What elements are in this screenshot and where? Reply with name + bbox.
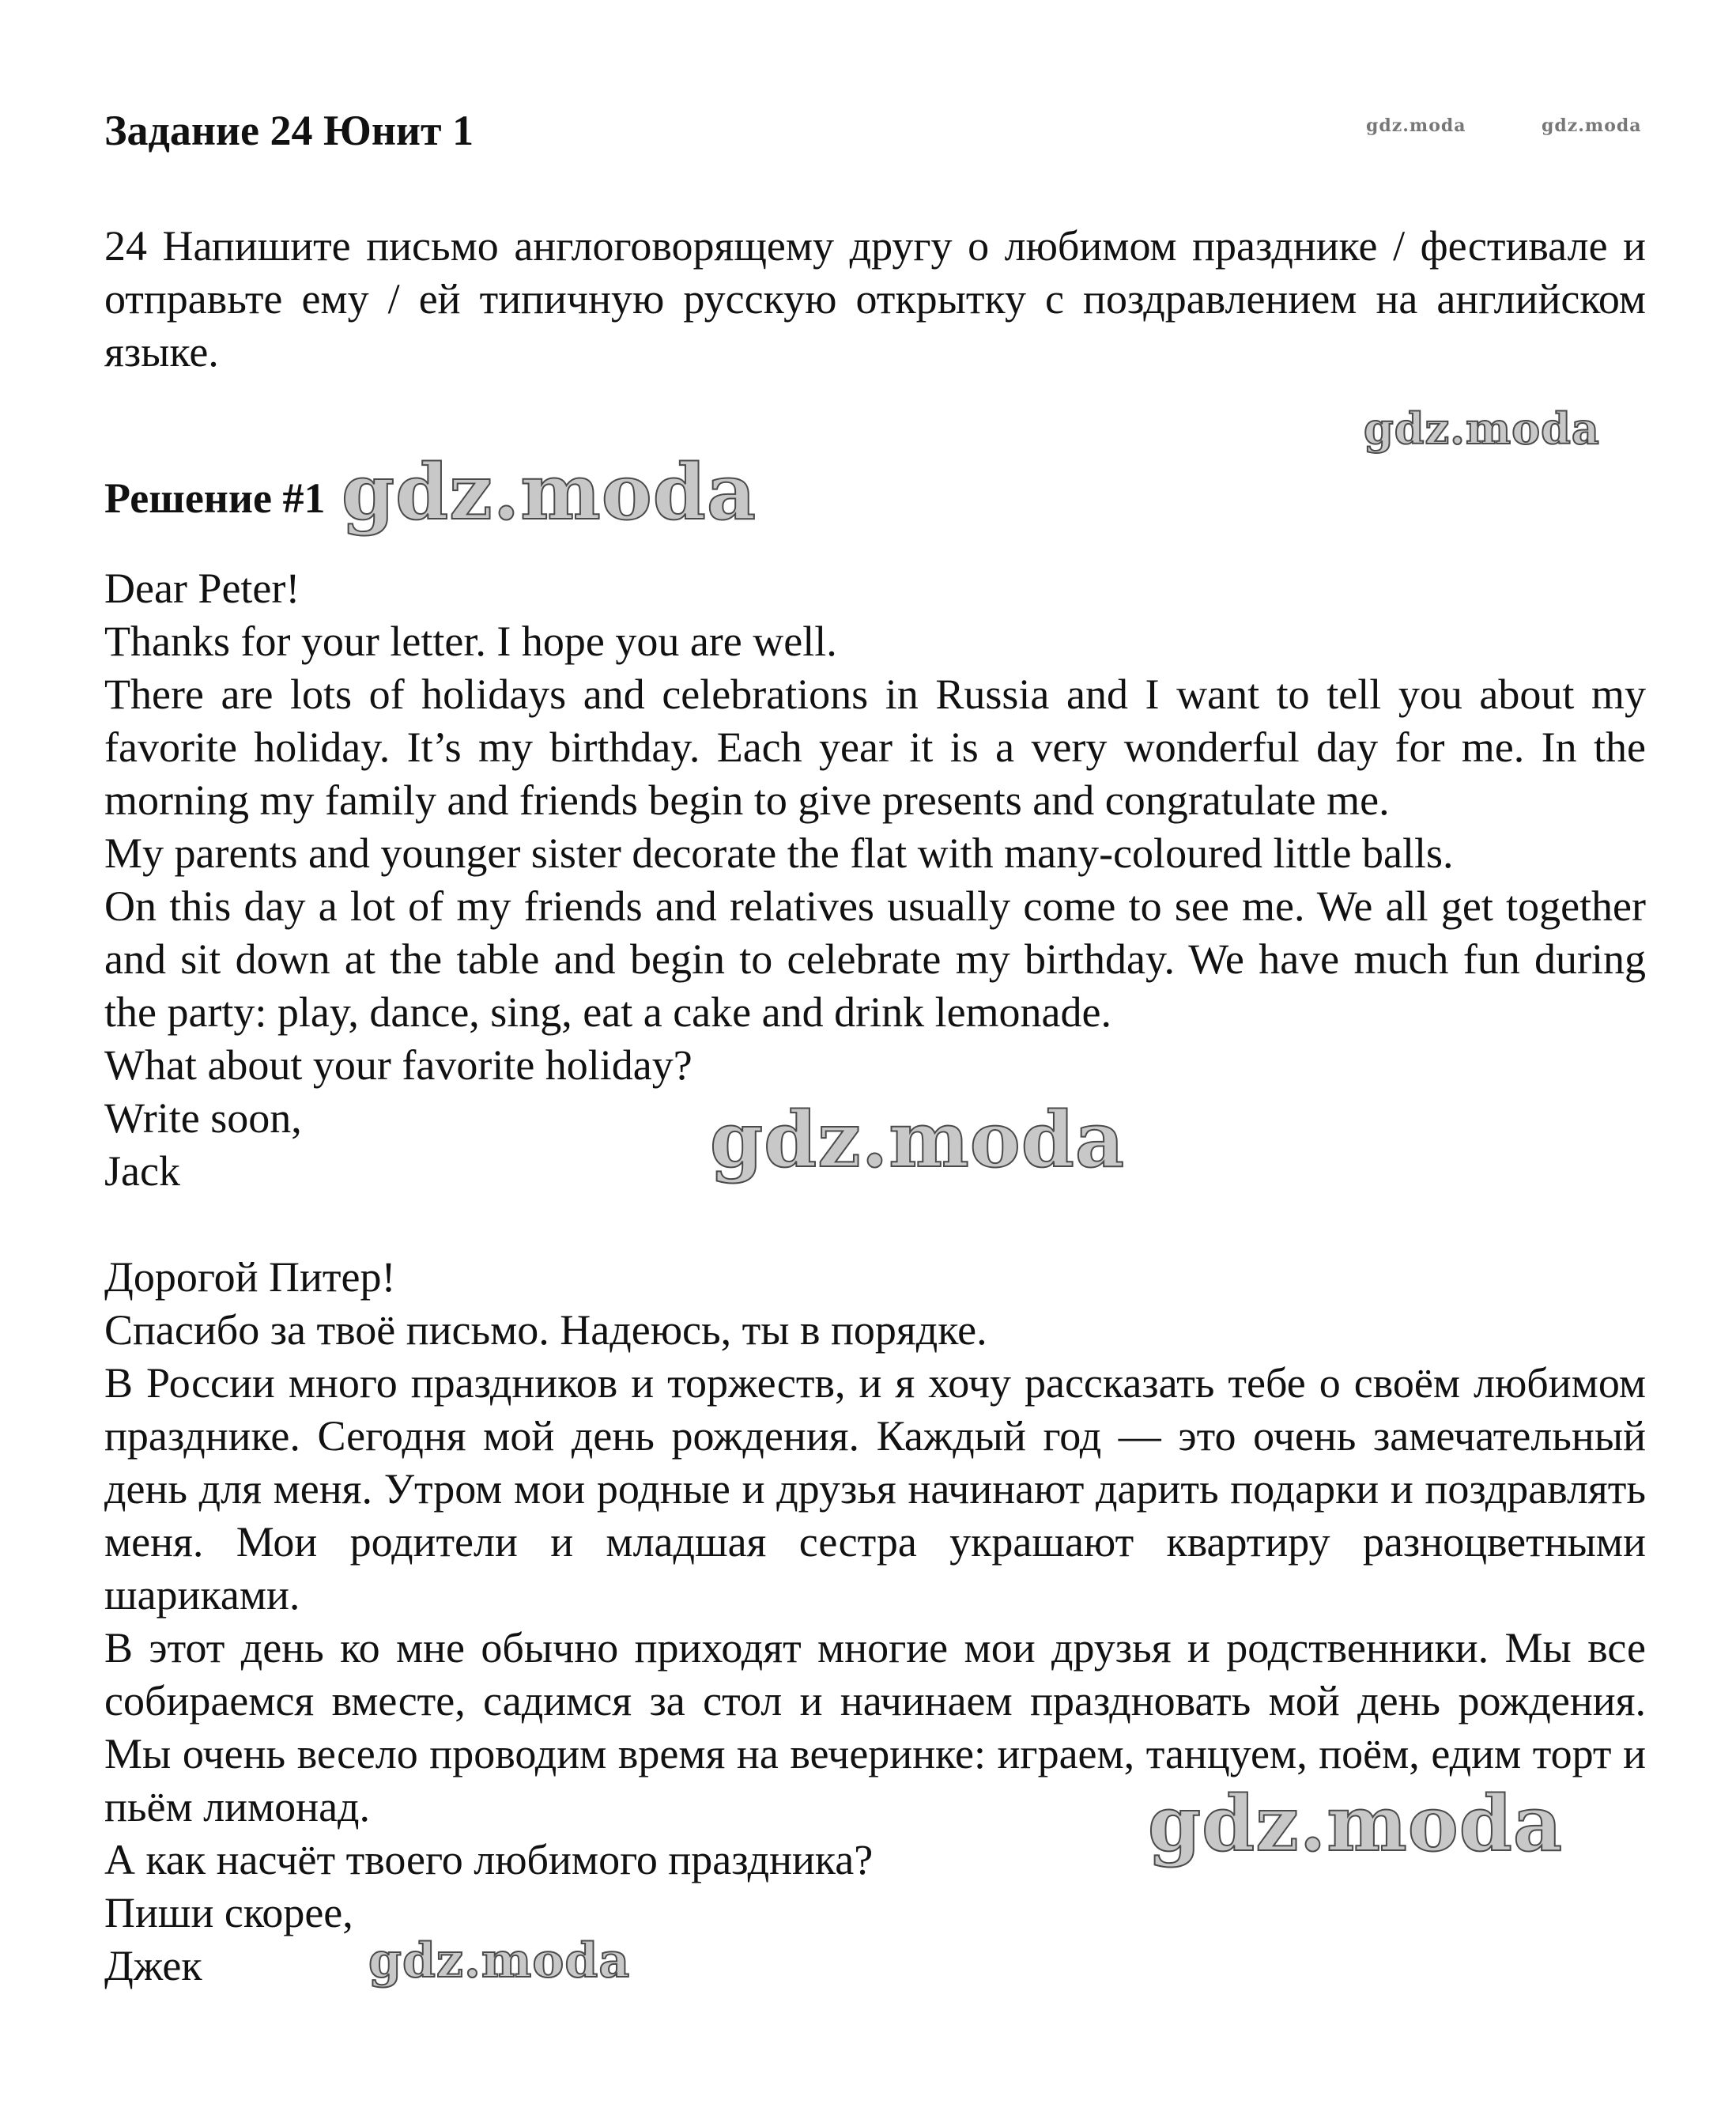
watermark-logo: gdz.moda xyxy=(1364,403,1600,454)
letter-en-question: What about your favorite holiday? xyxy=(104,1041,693,1089)
letter-en-signature: Jack xyxy=(104,1147,180,1195)
letter-en-para1: There are lots of holidays and celebrations in Russia and I want to tell you about my favorite holiday. It’s my birthday. Each year it is a very wonderful day for me. In the morning my family and friends begin to give presents and congratulate me. xyxy=(104,671,1646,824)
watermark-logo: gdz.moda xyxy=(1366,115,1466,136)
letter-ru-question: А как насчёт твоего любимого праздника? xyxy=(104,1836,874,1883)
letter-en-closing: Write soon, xyxy=(104,1094,302,1142)
letter-en-line1: Thanks for your letter. I hope you are well. xyxy=(104,618,837,665)
letter-en-greeting: Dear Peter! xyxy=(104,565,300,612)
letter-ru-greeting: Дорогой Питер! xyxy=(104,1253,396,1301)
letter-ru-para1: В России много праздников и торжеств, и я хочу рассказать тебе о своём любимом празднике. Сегодня мой день рождения. Каждый год — это очень замечательный день для меня. Утром мои родные и друзья начинают дарить подарки и поздравлять меня. Мои родители и младшая сестра украшают квартиру разноцветными шариками. xyxy=(104,1359,1646,1619)
letter-ru-closing: Пиши скорее, xyxy=(104,1889,353,1936)
letter-en-para2: On this day a lot of my friends and relatives usually come to see me. We all get together and sit down at the table and begin to celebrate my birthday. We have much fun during the party: play, dance, sing, eat a cake and drink lemonade. xyxy=(104,882,1646,1036)
letter-ru-line1: Спасибо за твоё письмо. Надеюсь, ты в порядке. xyxy=(104,1306,987,1354)
watermark-logo: gdz.moda xyxy=(1542,115,1642,136)
watermark-logo: gdz.moda xyxy=(710,1095,1126,1184)
letter-en-line2: My parents and younger sister decorate the flat with many-coloured little balls. xyxy=(104,829,1454,877)
letter-ru-para2: В этот день ко мне обычно приходят многие мои друзья и родственники. Мы все собираемся вместе, садимся за стол и начинаем праздновать мой день рождения. Мы очень весело проводим время на вечеринке: играем, танцуем, поём, едим торт и пьём лимонад. xyxy=(104,1624,1646,1830)
watermark-logo: gdz.moda xyxy=(342,448,757,537)
letter-ru-signature: Джек xyxy=(104,1942,202,1989)
task-title: Задание 24 Юнит 1 xyxy=(104,107,474,154)
watermark-logo: gdz.moda xyxy=(1148,1779,1564,1868)
letter-russian xyxy=(104,1251,1646,1993)
watermark-logo: gdz.moda xyxy=(368,1933,631,1989)
task-description: 24 Напишите письмо англоговорящему другу о любимом празднике / фестивале и отправьте ему / ей типичную русскую открытку с поздравлением на английском языке. xyxy=(104,222,1646,376)
solution-title: Решение #1 xyxy=(104,474,326,522)
